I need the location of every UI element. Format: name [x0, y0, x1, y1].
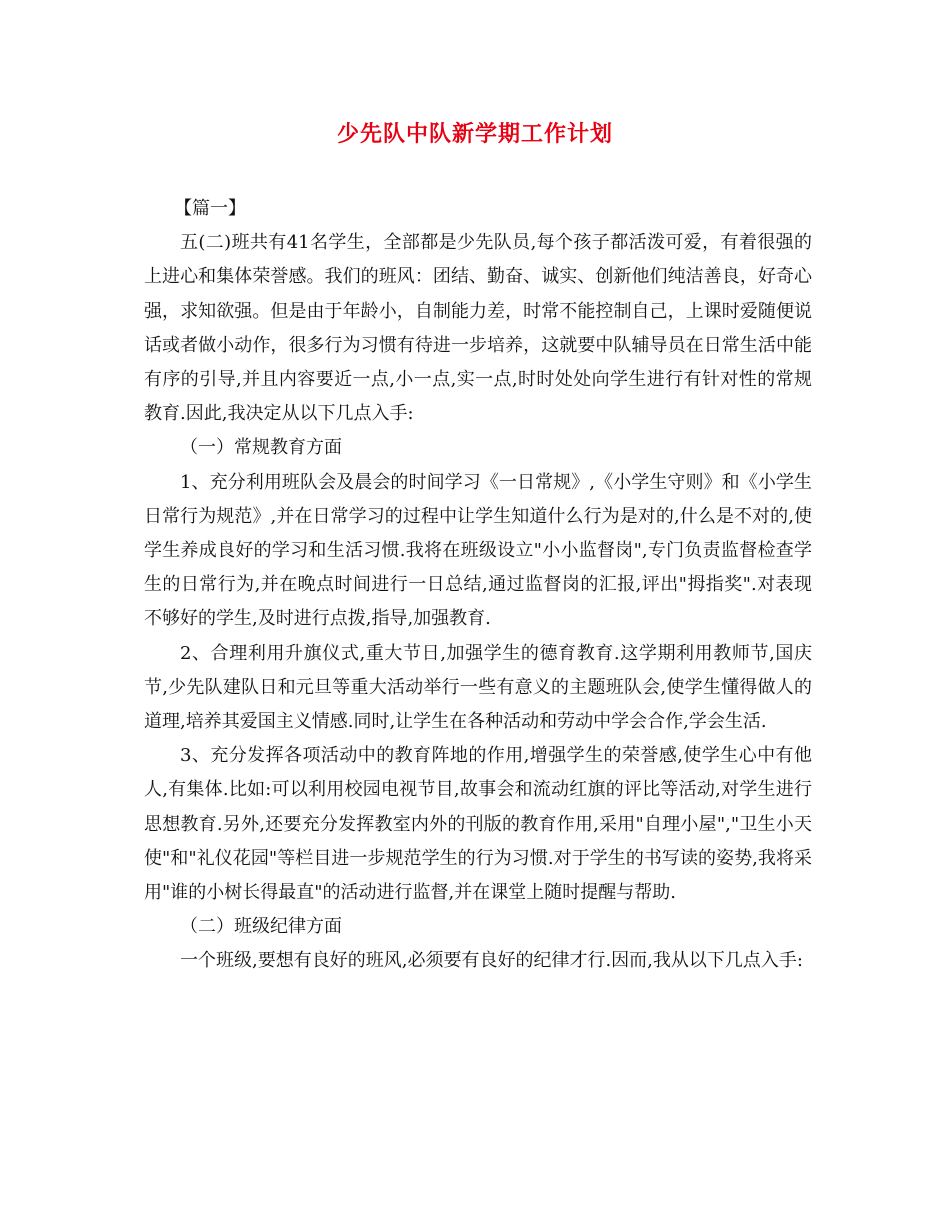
paragraph-item-1: 1、充分利用班队会及晨会的时间学习《一日常规》,《小学生守则》和《小学生日常行为规范》,并在日常学习的过程中让学生知道什么行为是对的,什么是不对的,使学生养成良好的学习和生活习惯.我将在班级设立"小小监督岗",专门负责监督检查学生的日常行为,并在晚点时间进行一日总结,通过监督岗的汇报,评出"拇指奖".对表现不够好的学生,及时进行点拨,指导,加强教育.: [144, 471, 812, 630]
paragraph-discipline-intro: 一个班级,要想有良好的班风,必须要有良好的纪律才行.因而,我从以下几点入手:: [180, 950, 803, 972]
document-body: [144, 192, 812, 979]
paragraph-item-3: 3、充分发挥各项活动中的教育阵地的作用,增强学生的荣誉感,使学生心中有他人,有集体.比如:可以利用校园电视节目,故事会和流动红旗的评比等活动,对学生进行思想教育.另外,还要充分发挥教室内外的刊版的教育作用,采用"自理小屋","卫生小天使"和"礼仪花园"等栏目进一步规范学生的行为习惯.对于学生的书写读的姿势,我将采用"谁的小树长得最直"的活动进行监督,并在课堂上随时提醒与帮助.: [144, 745, 812, 904]
paragraph-item-2: 2、合理利用升旗仪式,重大节日,加强学生的德育教育.这学期利用教师节,国庆节,少先队建队日和元旦等重大活动举行一些有意义的主题班队会,使学生懂得做人的道理,培养其爱国主义情感.同时,让学生在各种活动和劳动中学会合作,学会生活.: [144, 642, 812, 733]
intro-paragraph: 五(二)班共有41名学生，全部都是少先队员,每个孩子都活泼可爱，有着很强的上进心和集体荣誉感。我们的班风：团结、勤奋、诚实、创新他们纯洁善良，好奇心强，求知欲强。但是由于年龄小，自制能力差，时常不能控制自己，上课时爱随便说话或者做小动作，很多行为习惯有待进一步培养，这就要中队辅导员在日常生活中能有序的引导,并且内容要近一点,小一点,实一点,时时处处向学生进行有针对性的常规教育.因此,我决定从以下几点入手:: [144, 232, 812, 425]
document-title: 少先队中队新学期工作计划: [336, 121, 613, 147]
section-label-part-one: 【篇一】: [174, 198, 246, 219]
subheading-routine-education: （一）常规教育方面: [180, 437, 342, 459]
subheading-class-discipline: （二）班级纪律方面: [180, 916, 342, 938]
